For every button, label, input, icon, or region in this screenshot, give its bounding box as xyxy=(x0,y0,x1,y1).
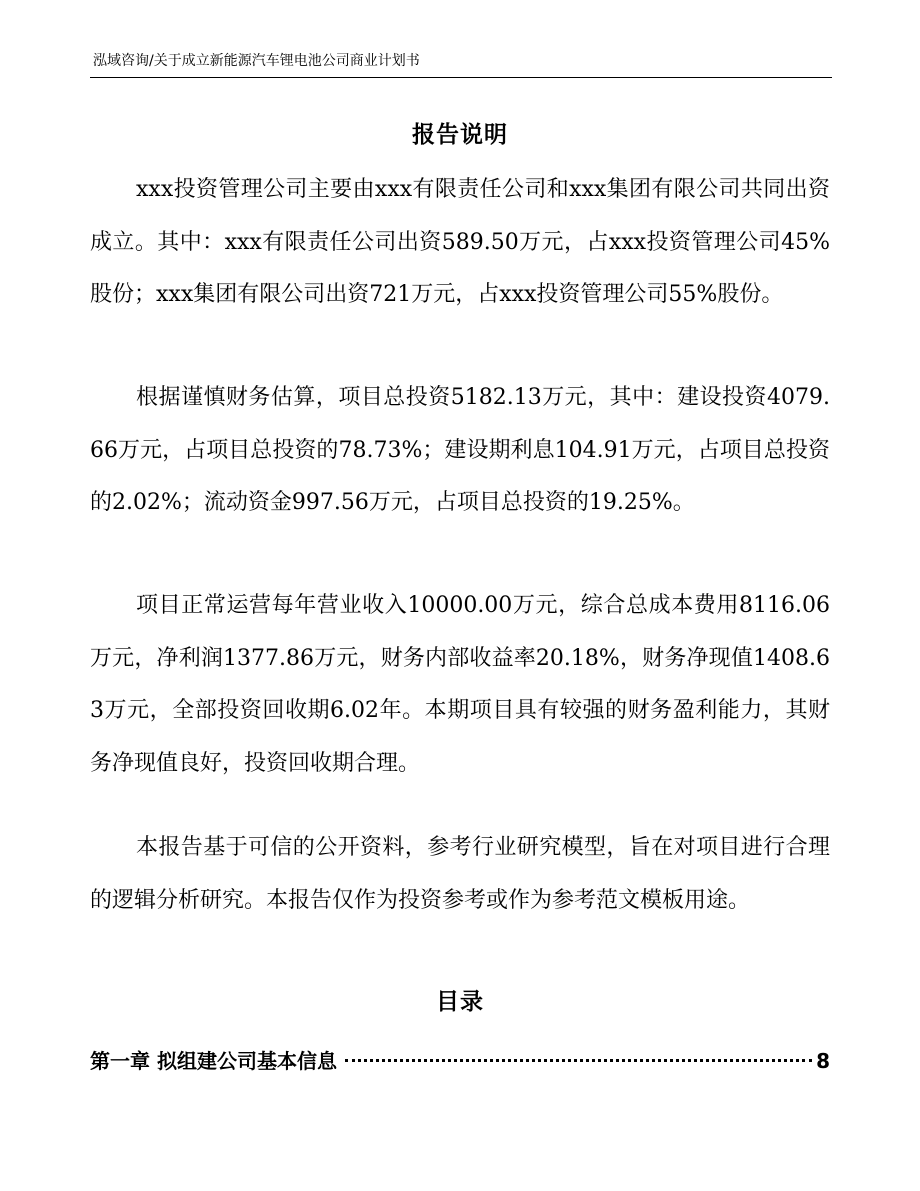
paragraph-disclaimer: 本报告基于可信的公开资料，参考行业研究模型，旨在对项目进行合理的逻辑分析研究。本报告仅作为投资参考或作为参考范文模板用途。 xyxy=(90,835,830,913)
paragraph-shareholders: xxx投资管理公司主要由xxx有限责任公司和xxx集团有限公司共同出资成立。其中：xxx有限责任公司出资589.50万元，占xxx投资管理公司45%股份；xxx集团有限公司出资721万元，占xxx投资管理公司55%股份。 xyxy=(90,177,830,307)
toc-entry[interactable] xyxy=(90,1043,830,1079)
running-header: 泓域咨询/关于成立新能源汽车锂电池公司商业计划书 xyxy=(93,53,420,69)
toc-entry-page: 8 xyxy=(816,1049,830,1073)
report-title: 报告说明 xyxy=(412,122,508,148)
toc-entry-label: 第一章 拟组建公司基本信息 xyxy=(90,1049,337,1073)
header-divider xyxy=(90,77,832,78)
paragraph-financials: 项目正常运营每年营业收入10000.00万元，综合总成本费用8116.06万元，净利润1377.86万元，财务内部收益率20.18%，财务净现值1408.63万元，全部投资回收期6.02年。本期项目具有较强的财务盈利能力，其财务净现值良好，投资回收期合理。 xyxy=(90,593,830,776)
toc-title: 目录 xyxy=(436,989,484,1015)
paragraph-investment: 根据谨慎财务估算，项目总投资5182.13万元，其中：建设投资4079.66万元，占项目总投资的78.73%；建设期利息104.91万元，占项目总投资的2.02%；流动资金997.56万元，占项目总投资的19.25%。 xyxy=(90,385,830,515)
toc-leader-dots xyxy=(345,1059,812,1062)
